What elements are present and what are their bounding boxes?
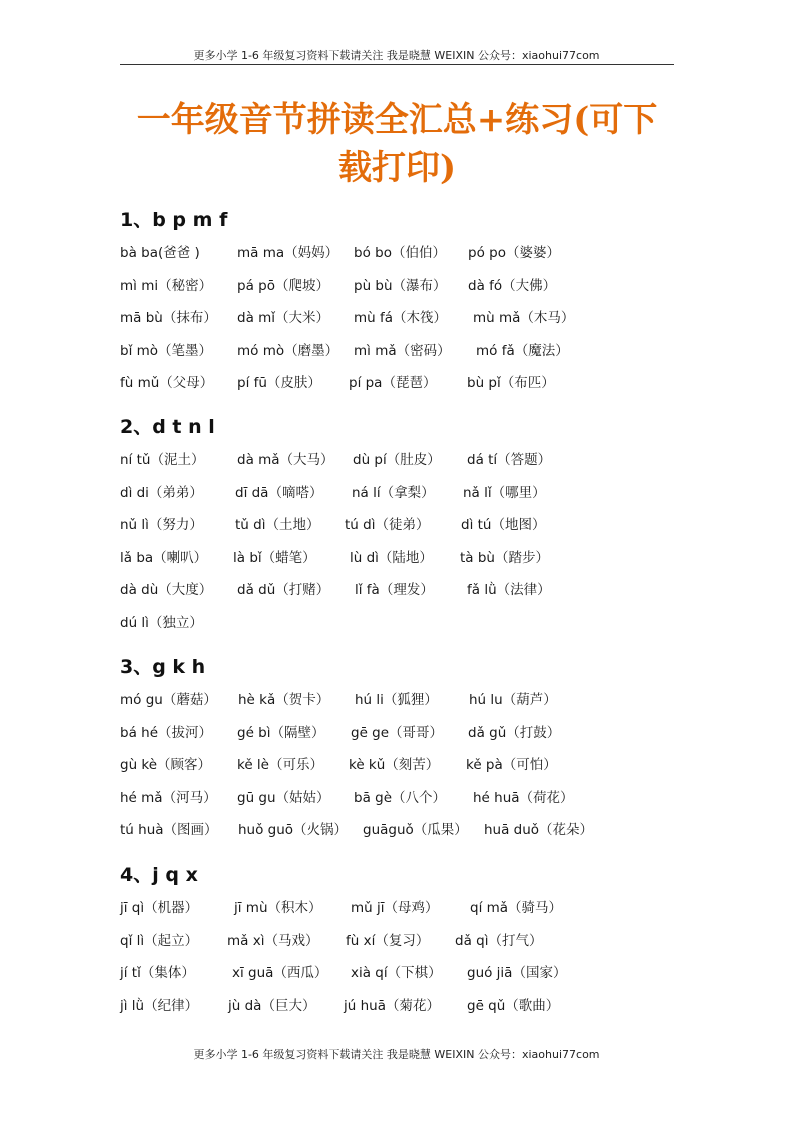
pinyin-row (120, 996, 680, 1029)
pinyin-word: jì lǜ（纪律） (120, 997, 199, 1014)
pinyin-word: jī qì（机器） (120, 900, 199, 916)
section-body (120, 690, 680, 853)
pinyin-word: kě pà（可怕） (466, 757, 557, 773)
pinyin-word: ná lí（拿梨） (352, 484, 435, 501)
pinyin-word: bó bo（伯伯） (354, 245, 446, 261)
header-divider (120, 64, 674, 65)
section-body (120, 243, 680, 406)
pinyin-word: jí tǐ（集体） (120, 965, 195, 981)
pinyin-word: gē qǔ（歌曲） (467, 997, 560, 1014)
pinyin-word: lǐ fà（理发） (355, 582, 434, 598)
pinyin-word: bá hé（拔河） (120, 724, 212, 741)
pinyin-word: xià qí（下棋） (351, 965, 442, 981)
pinyin-word: pí fū（皮肤） (237, 375, 321, 391)
pinyin-row (120, 308, 680, 341)
pinyin-word: gé bì（隔壁） (237, 724, 325, 741)
pinyin-row (120, 341, 680, 374)
pinyin-row (120, 723, 680, 756)
section-body (120, 450, 680, 645)
pinyin-word: qí mǎ（骑马） (470, 900, 563, 916)
pinyin-word: jù dà（巨大） (228, 997, 316, 1014)
pinyin-word: dǎ qì（打气） (455, 932, 543, 949)
pinyin-word: tà bù（踏步） (460, 549, 549, 566)
pinyin-word: gē ge（哥哥） (351, 724, 444, 741)
pinyin-word: hé huā（荷花） (473, 789, 574, 806)
pinyin-word: bā gè（八个） (354, 789, 447, 806)
page-title-line-2: 载打印) (337, 148, 457, 188)
pinyin-word: pá pō（爬坡） (237, 277, 329, 294)
pinyin-word: jú huā（菊花） (344, 997, 440, 1014)
pinyin-row (120, 963, 680, 996)
pinyin-word: dà fó（大佛） (468, 277, 557, 294)
pinyin-word: gū gu（姑姑） (237, 789, 330, 806)
pinyin-word: dǎ gǔ（打鼓） (468, 724, 561, 741)
pinyin-word: jī mù（积木） (234, 900, 322, 916)
pinyin-word: mù mǎ（木马） (473, 310, 575, 326)
pinyin-word: pù bù（瀑布） (354, 277, 447, 294)
pinyin-word: dī dā（嘀嗒） (235, 484, 323, 501)
pinyin-word: dù pí（肚皮） (353, 452, 441, 468)
pinyin-word: mǎ xì（马戏） (227, 932, 319, 949)
pinyin-row (120, 820, 680, 853)
section-heading: 2、d t n l (120, 416, 215, 438)
pinyin-word: dì tú（地图） (461, 517, 546, 533)
pinyin-row (120, 788, 680, 821)
pinyin-word: dà mǎ（大马） (237, 452, 334, 468)
pinyin-word: huǒ guō（火锅） (238, 822, 348, 838)
pinyin-word: fù mǔ（父母） (120, 375, 214, 391)
section-heading: 4、j q x (120, 864, 198, 886)
pinyin-word: pí pa（琵琶） (349, 375, 437, 391)
pinyin-word: là bǐ（蜡笔） (233, 549, 316, 566)
section-heading: 1、b p m f (120, 209, 228, 231)
page-title-line-1: 一年级音节拼读全汇总+练习(可下 (136, 100, 658, 140)
pinyin-word: hú lu（葫芦） (469, 692, 557, 708)
pinyin-row (120, 613, 680, 646)
pinyin-word: hé mǎ（河马） (120, 789, 217, 806)
pinyin-word: mù fá（木筏） (354, 310, 448, 326)
pinyin-word: mā ma（妈妈） (237, 245, 339, 261)
pinyin-word: mì mi（秘密） (120, 277, 213, 294)
pinyin-word: dì di（弟弟） (120, 484, 203, 501)
pinyin-row (120, 483, 680, 516)
pinyin-row (120, 898, 680, 931)
section-heading: 3、g k h (120, 656, 206, 678)
pinyin-word: nǔ lì（努力） (120, 517, 203, 533)
pinyin-word: bà ba(爸爸 ) (120, 245, 200, 261)
pinyin-row (120, 515, 680, 548)
pinyin-word: mā bù（抹布） (120, 310, 217, 326)
pinyin-word: tú dì（徒弟） (345, 517, 430, 533)
pinyin-row (120, 548, 680, 581)
pinyin-word: mó gu（蘑菇） (120, 692, 217, 708)
pinyin-word: dá tí（答题） (467, 452, 552, 468)
pinyin-word: dú lì（独立） (120, 614, 203, 631)
pinyin-row (120, 243, 680, 276)
pinyin-word: mó mò（磨墨） (237, 342, 339, 359)
pinyin-word: mì mǎ（密码） (354, 342, 451, 359)
pinyin-word: ní tǔ（泥土） (120, 452, 205, 468)
pinyin-word: bǐ mò（笔墨） (120, 342, 213, 359)
pinyin-word: mó fǎ（魔法） (476, 342, 569, 359)
pinyin-row (120, 373, 680, 406)
page-header: 更多小学 1-6 年级复习资料下载请关注 我是晓慧 WEIXIN 公众号：xiaohui77com (193, 49, 600, 62)
pinyin-word: kè kǔ（刻苦） (349, 757, 440, 773)
pinyin-word: guāguǒ（瓜果） (363, 822, 468, 838)
pinyin-word: guó jiā（国家） (467, 965, 567, 981)
pinyin-word: dà dù（大度） (120, 582, 213, 598)
pinyin-word: gù kè（顾客） (120, 757, 212, 773)
pinyin-word: qǐ lì（起立） (120, 932, 199, 949)
pinyin-word: lǎ ba（喇叭） (120, 549, 208, 566)
pinyin-row (120, 580, 680, 613)
pinyin-row (120, 450, 680, 483)
pinyin-word: mǔ jī（母鸡） (351, 900, 439, 916)
pinyin-word: hú li（狐狸） (355, 692, 438, 708)
pinyin-word: dà mǐ（大米） (237, 310, 330, 326)
pinyin-word: kě lè（可乐） (237, 757, 323, 773)
page-footer: 更多小学 1-6 年级复习资料下载请关注 我是晓慧 WEIXIN 公众号：xiaohui77com (193, 1048, 600, 1061)
pinyin-word: xī guā（西瓜） (232, 965, 328, 981)
pinyin-word: tú huà（图画） (120, 822, 218, 838)
pinyin-word: fù xí（复习） (346, 932, 430, 949)
pinyin-word: huā duǒ（花朵） (484, 822, 594, 838)
pinyin-word: pó po（婆婆） (468, 245, 560, 261)
pinyin-row (120, 690, 680, 723)
pinyin-word: hè kǎ（贺卡） (238, 692, 330, 708)
section-body (120, 898, 680, 1028)
pinyin-word: dǎ dǔ（打赌） (237, 582, 330, 598)
pinyin-word: tǔ dì（土地） (235, 517, 320, 533)
page-title (120, 96, 674, 192)
pinyin-word: nǎ lǐ（哪里） (463, 484, 546, 501)
pinyin-word: lù dì（陆地） (350, 549, 433, 566)
pinyin-word: bù pǐ（布匹） (467, 375, 555, 391)
pinyin-row (120, 276, 680, 309)
pinyin-row (120, 931, 680, 964)
pinyin-row (120, 755, 680, 788)
pinyin-word: fǎ lǜ（法律） (467, 582, 551, 598)
